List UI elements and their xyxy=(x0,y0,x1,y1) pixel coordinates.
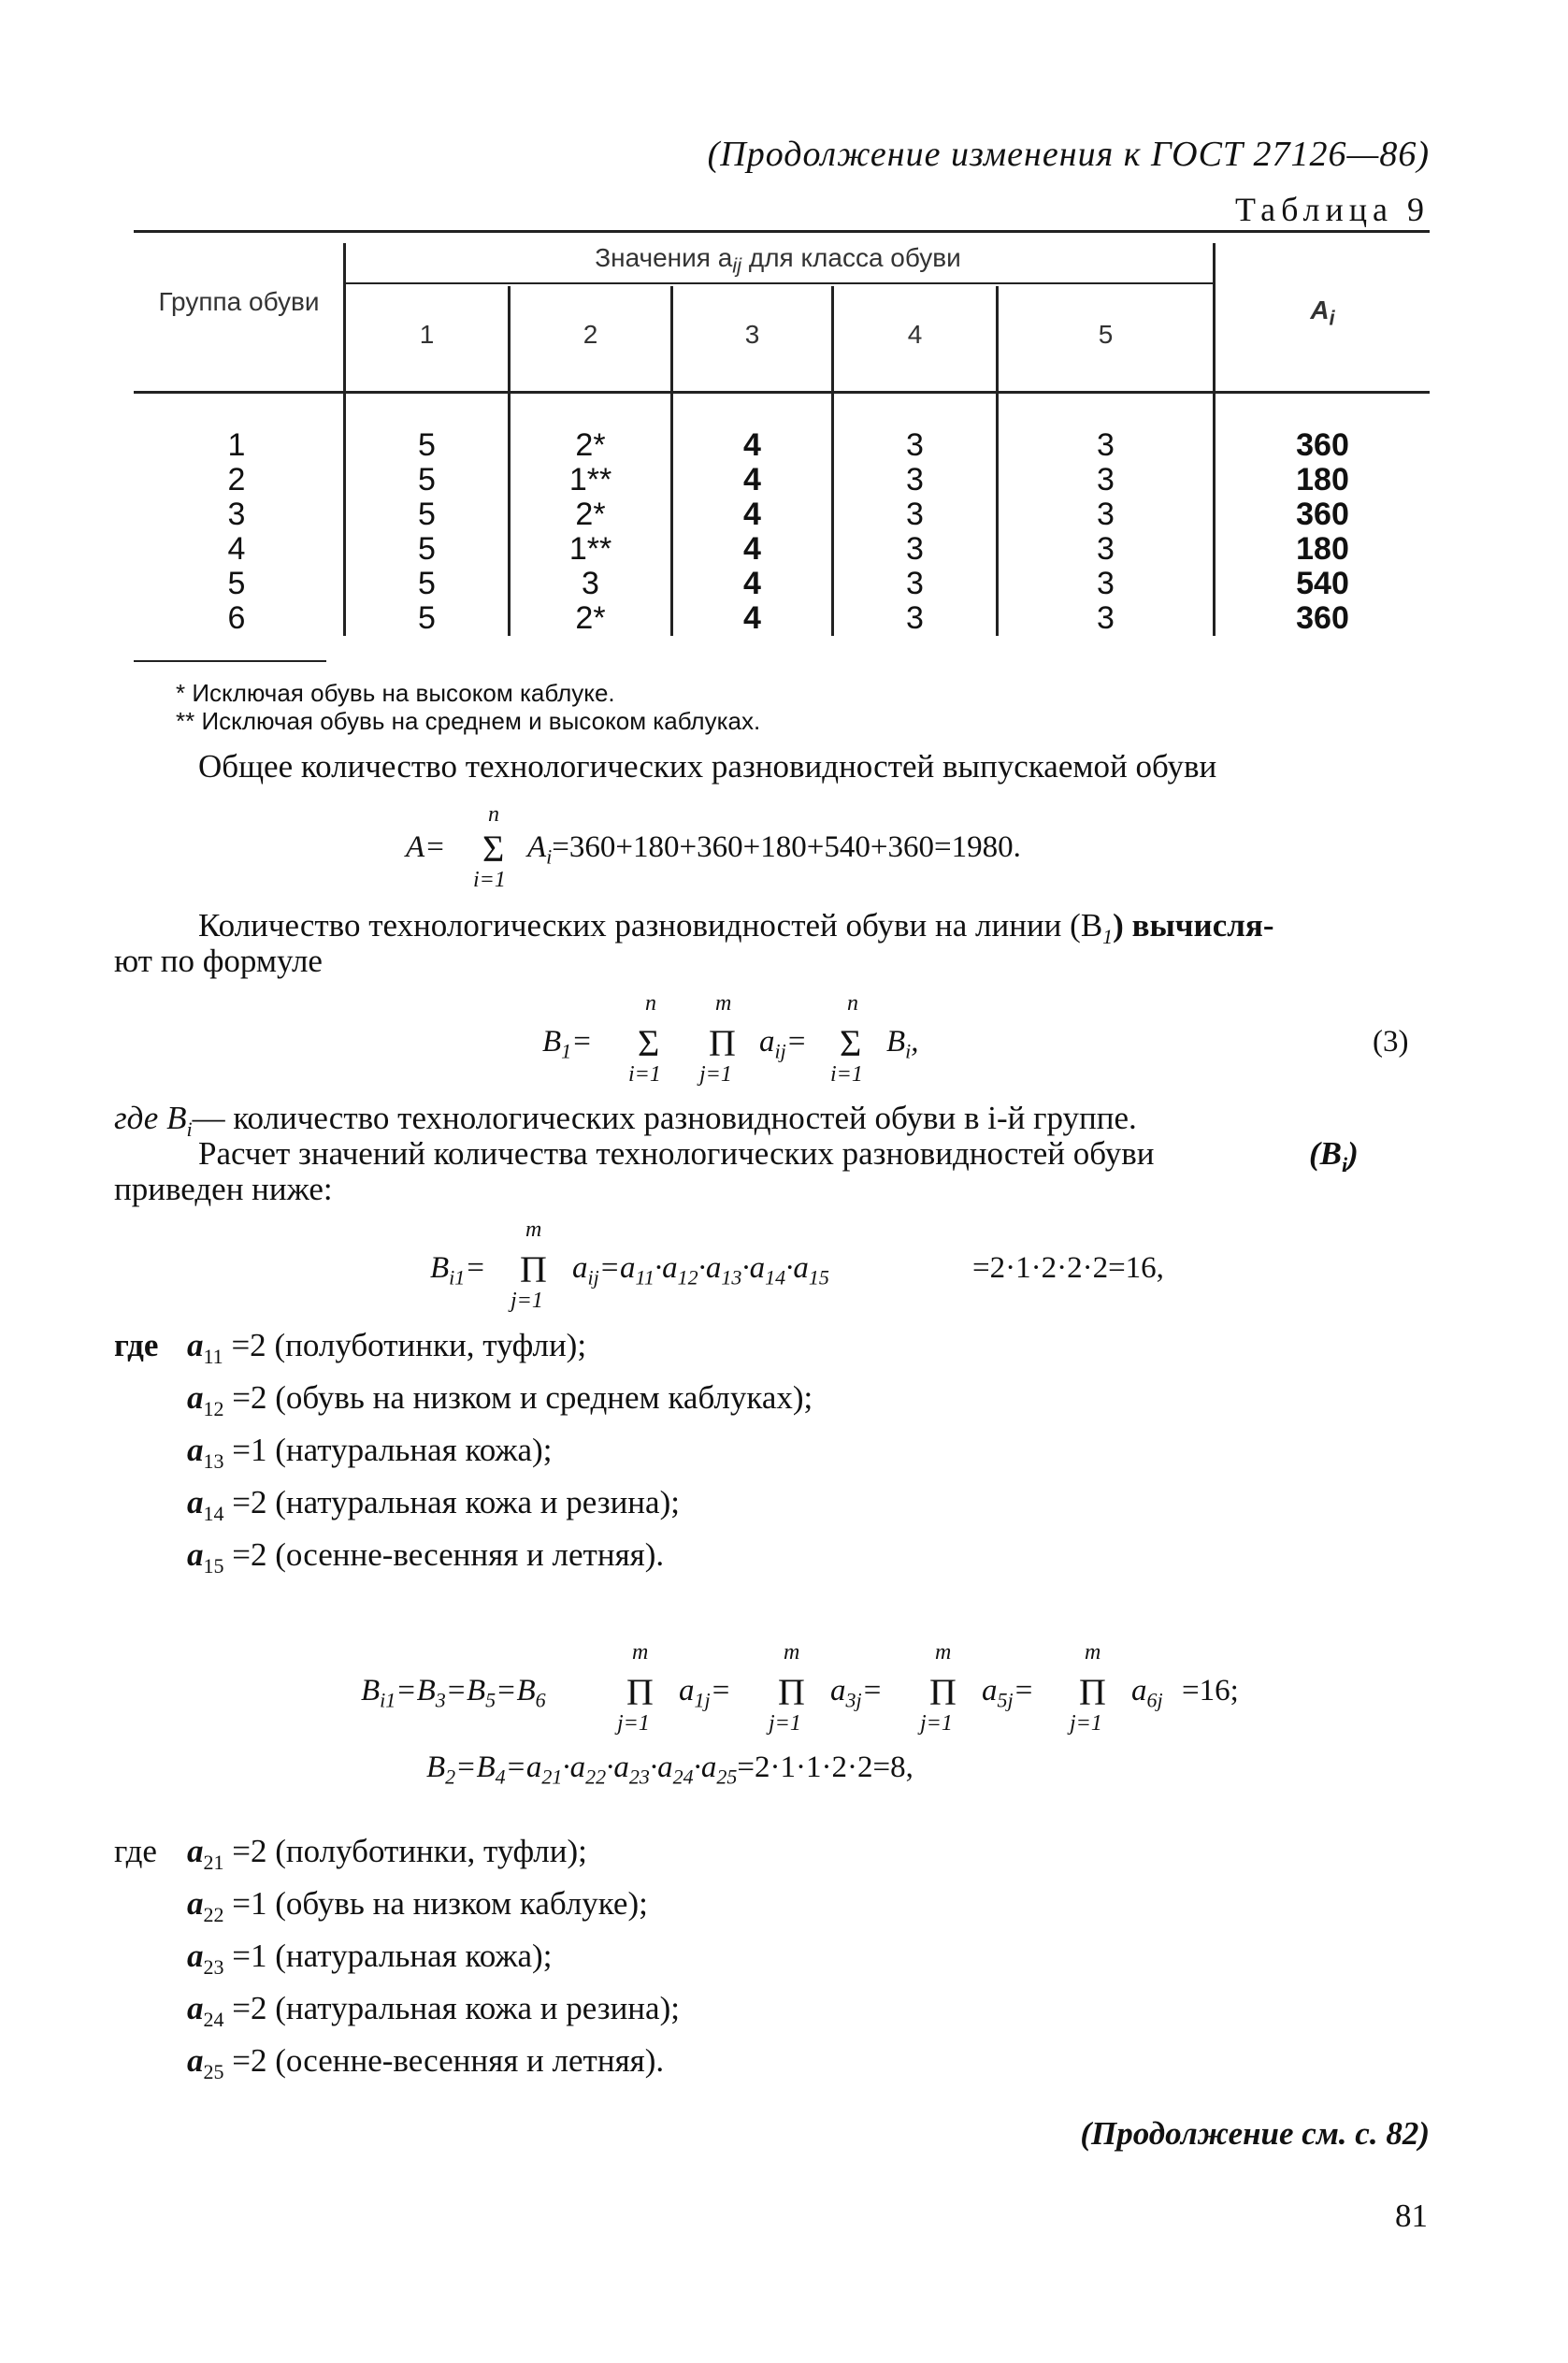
values-header-text: Значения a xyxy=(595,243,733,272)
table-cell: 4 xyxy=(743,600,761,636)
table-cell: 3 xyxy=(1097,531,1115,567)
table-cell: 4 xyxy=(743,427,761,463)
list-sub: 13 xyxy=(203,1449,224,1473)
list-sub: 25 xyxy=(203,2060,224,2083)
p3-lead: где B xyxy=(114,1100,187,1136)
p4-sym: (B xyxy=(1309,1135,1342,1172)
list-text: (обувь на низком и среднем каблуках); xyxy=(275,1379,813,1416)
page-number: 81 xyxy=(1395,2197,1428,2234)
list-text: (натуральная кожа и резина); xyxy=(275,1484,680,1520)
list-val: =2 xyxy=(232,1990,267,2026)
values-header-tail: для класса обуви xyxy=(748,243,961,272)
table-cell: 2* xyxy=(575,497,606,532)
list-item: $a_{14} =2$ (натуральная кожа и резина); xyxy=(187,1484,680,1525)
list-sub: 21 xyxy=(203,1851,224,1874)
list-text: (полуботинки, туфли); xyxy=(275,1833,587,1869)
paragraph-calc-symbol: $(B_i)$ xyxy=(1309,1135,1359,1176)
table-cell: 3 xyxy=(906,497,924,532)
class-header-1: 1 xyxy=(419,320,435,349)
list-val: =2 xyxy=(231,1327,266,1363)
table-cell: 6 xyxy=(227,600,246,636)
class-header-2: 2 xyxy=(583,320,598,349)
class-5-column xyxy=(999,428,1213,636)
class-3-column xyxy=(673,428,831,636)
table-cell: 4 xyxy=(227,531,246,567)
class-header-4: 4 xyxy=(907,320,923,349)
equation-number: (3) xyxy=(1373,1025,1409,1059)
table-cell: 3 xyxy=(227,497,246,532)
where-label-2: где xyxy=(114,1833,157,1869)
list-val: =2 xyxy=(232,1379,267,1416)
table-cell: 2* xyxy=(575,600,606,636)
table-cell: 1** xyxy=(568,531,612,567)
class-header-5: 5 xyxy=(1098,320,1114,349)
where-label-1: где xyxy=(114,1327,159,1363)
p2-sub: 1 xyxy=(1102,925,1114,948)
table-cell: 1 xyxy=(227,427,246,463)
table-cell: 3 xyxy=(906,531,924,567)
legend-list-1 xyxy=(187,1327,813,1589)
formula-b-odd-value: =16; xyxy=(1182,1674,1239,1707)
list-text: (полуботинки, туфли); xyxy=(274,1327,587,1363)
table-top-rule xyxy=(134,230,1430,233)
list-sub: 23 xyxy=(203,1955,224,1979)
list-item: $a_{22} =1$ (обувь на низком каблуке); xyxy=(187,1885,648,1926)
table-header-rule xyxy=(134,391,1430,394)
p2-tail: ) вычисля- xyxy=(1113,907,1274,944)
table-cell: 360 xyxy=(1296,600,1349,636)
group-column xyxy=(134,428,339,636)
table-cell: 360 xyxy=(1296,497,1349,532)
table-cell: 3 xyxy=(906,427,924,463)
footnote-1: * Исключая обувь на высоком каблуке. xyxy=(176,679,615,707)
table-cell: 4 xyxy=(743,566,761,601)
table-title: Таблица 9 xyxy=(1235,191,1430,228)
a-column xyxy=(1216,428,1430,636)
list-item: $a_{13} =1$ (натуральная кожа); xyxy=(187,1432,553,1473)
table-cell: 3 xyxy=(1097,427,1115,463)
list-item: $a_{25} =2$ (осенне-весенняя и летняя). xyxy=(187,2042,665,2083)
p4-sym-tail: ) xyxy=(1347,1135,1359,1172)
table-cell: 5 xyxy=(418,531,436,567)
values-header-sub: ij xyxy=(732,253,742,278)
class-1-column xyxy=(346,428,508,636)
values-column-header xyxy=(343,243,1213,279)
table-cell: 5 xyxy=(418,600,436,636)
list-item: $a_{15} =2$ (осенне-весенняя и летняя). xyxy=(187,1536,665,1578)
list-text: (натуральная кожа и резина); xyxy=(275,1990,680,2026)
a-header-text: A xyxy=(1310,295,1330,324)
list-sub: 12 xyxy=(203,1397,224,1420)
table-cell: 3 xyxy=(1097,566,1115,601)
table-cell: 2 xyxy=(227,462,246,497)
table-cell: 3 xyxy=(906,462,924,497)
table-cell: 4 xyxy=(743,462,761,497)
table-cell: 4 xyxy=(743,497,761,532)
list-text: (осенне-весенняя и летняя). xyxy=(275,2042,665,2079)
a-header-sub: i xyxy=(1329,306,1335,330)
list-val: =2 xyxy=(232,1833,267,1869)
list-val: =2 xyxy=(232,1536,267,1573)
group-column-header: Группа обуви xyxy=(158,287,320,316)
class-2-column xyxy=(511,428,670,636)
list-item: $a_{24} =2$ (натуральная кожа и резина); xyxy=(187,1990,680,2031)
paragraph-total: Общее количество технологических разновидностей выпускаемой обуви xyxy=(198,748,1217,785)
list-sub: 24 xyxy=(203,2008,224,2031)
list-val: =2 xyxy=(232,2042,267,2079)
list-item: $a_{11} =2$ (полуботинки, туфли); xyxy=(187,1327,587,1368)
a-column-header xyxy=(1216,295,1430,331)
table-cell: 3 xyxy=(1097,497,1115,532)
table-cell: 180 xyxy=(1296,462,1349,497)
continuation-note: (Продолжение см. с. 82) xyxy=(1080,2115,1430,2152)
table-cell: 3 xyxy=(1097,462,1115,497)
list-text: (обувь на низком каблуке); xyxy=(275,1885,648,1922)
table-cell: 5 xyxy=(418,427,436,463)
list-item: $a_{12} =2$ (обувь на низком и среднем каблуках); xyxy=(187,1379,813,1420)
paragraph-calc: Расчет значений количества технологических разновидностей обуви xyxy=(198,1135,1155,1172)
table-cell: 2* xyxy=(575,427,606,463)
table-cell: 3 xyxy=(906,600,924,636)
formula-b-even-value: =2·1·1·2·2=8, xyxy=(737,1751,913,1784)
formula-b-even: $B_2=B_4=a_{21}\cdot a_{22}\cdot a_{23}\cdot a_{24}\cdot a_{25}=2\cdot 1\cdot 1\cdot 2\cdot 2=8$, xyxy=(426,1751,913,1789)
list-sub: 11 xyxy=(203,1345,223,1368)
list-text: (натуральная кожа); xyxy=(275,1938,553,1974)
list-item: $a_{21} =2$ (полуботинки, туфли); xyxy=(187,1833,587,1874)
table-cell: 5 xyxy=(418,462,436,497)
list-val: =2 xyxy=(232,1484,267,1520)
footnote-2: ** Исключая обувь на среднем и высоком каблуках. xyxy=(176,707,761,735)
p3-tail: — количество технологических разновидностей обуви в i-й группе. xyxy=(192,1100,1137,1136)
table-cell: 3 xyxy=(906,566,924,601)
document-header: (Продолжение изменения к ГОСТ 27126—86) xyxy=(707,135,1430,174)
table-cell: 180 xyxy=(1296,531,1349,567)
table-subheader-rule xyxy=(343,282,1213,284)
table-cell: 3 xyxy=(1097,600,1115,636)
list-val: =1 xyxy=(232,1432,267,1468)
list-sub: 15 xyxy=(203,1554,224,1578)
list-text: (осенне-весенняя и летняя). xyxy=(275,1536,665,1573)
footnote-rule xyxy=(134,660,326,662)
table-cell: 540 xyxy=(1296,566,1349,601)
p2-text: Количество технологических разновидностей обуви на линии (B xyxy=(198,907,1103,944)
list-val: =1 xyxy=(232,1938,267,1974)
list-item: $a_{23} =1$ (натуральная кожа); xyxy=(187,1938,553,1979)
table-cell: 5 xyxy=(418,566,436,601)
paragraph-definition: где $B_i—$ количество технологических разновидностей обуви в i-й группе. xyxy=(114,1100,1137,1141)
paragraph-line-count xyxy=(198,907,1273,956)
class-header-3: 3 xyxy=(744,320,760,349)
list-text: (натуральная кожа); xyxy=(275,1432,553,1468)
table-cell: 4 xyxy=(743,531,761,567)
list-sub: 22 xyxy=(203,1903,224,1926)
paragraph-calc-2: приведен ниже: xyxy=(114,1171,333,1207)
legend-list-2 xyxy=(187,1833,680,2095)
data-table xyxy=(134,230,1430,647)
class-4-column xyxy=(834,428,996,636)
table-cell: 5 xyxy=(418,497,436,532)
list-val: =1 xyxy=(232,1885,267,1922)
table-cell: 3 xyxy=(582,566,599,601)
table-cell: 5 xyxy=(227,566,246,601)
paragraph-line-count-2: ют по формуле xyxy=(114,943,323,979)
table-cell: 1** xyxy=(568,462,612,497)
formula-total-sum: =360+180+360+180+540+360=1980. xyxy=(552,830,1021,864)
formula-b-i1-value: =2·1·2·2·2=16, xyxy=(972,1251,1164,1285)
list-sub: 14 xyxy=(203,1502,224,1525)
table-cell: 360 xyxy=(1296,427,1349,463)
